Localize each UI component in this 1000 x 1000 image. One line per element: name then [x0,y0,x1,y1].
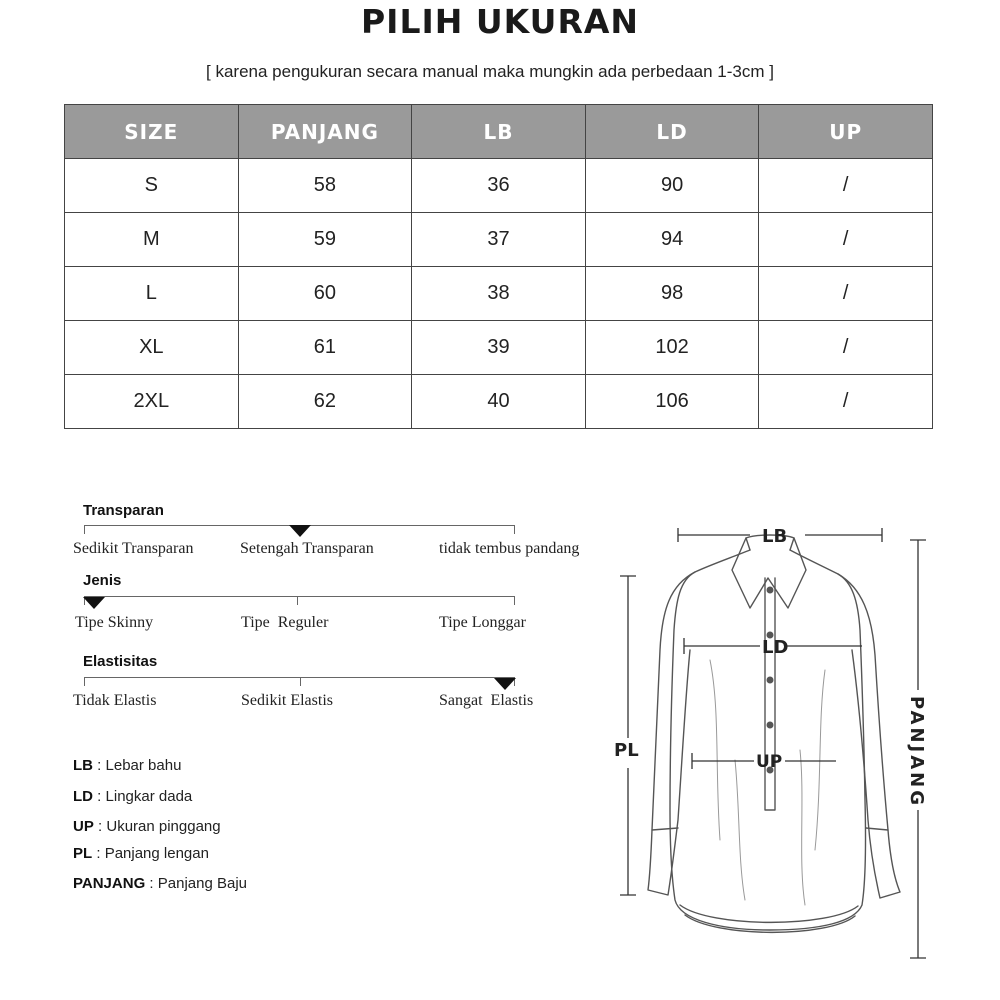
ld-label: LD [762,637,789,658]
legend-item-pl: PL : Panjang lengan [73,845,209,862]
scale-label-sangat-elastis: Sangat Elastis [439,692,534,709]
cell-size: M [65,213,239,267]
cell-size: 2XL [65,375,239,429]
shirt-fold-lines [710,660,825,905]
scale-line-jenis [84,596,515,597]
cell-size: XL [65,321,239,375]
scale-tick [514,525,515,534]
cell-ld: 106 [585,375,759,429]
cell-ld: 94 [585,213,759,267]
cell-up: / [759,159,933,213]
scale-tick [84,525,85,534]
cell-up: / [759,375,933,429]
cell-lb: 37 [412,213,586,267]
shirt-hem [680,905,858,922]
legend-item-up: UP : Ukuran pinggang [73,818,221,835]
scale-label-tipe-reguler: Tipe Reguler [241,614,329,631]
scale-title-transparan: Transparan [83,502,164,519]
scale-label-setengah-transparan: Setengah Transparan [240,540,374,557]
scale-tick [297,596,298,605]
cell-panjang: 58 [238,159,412,213]
scale-label-tidak-elastis: Tidak Elastis [73,692,157,709]
scale-title-elastisitas: Elastisitas [83,653,158,670]
scale-label-tidak-tembus: tidak tembus pandang [439,540,580,557]
table-row [65,213,933,267]
shirt-body-outline [670,550,866,930]
header-up: UP [759,105,933,159]
header-ld: LD [585,105,759,159]
cell-ld: 90 [585,159,759,213]
cell-lb: 40 [412,375,586,429]
scale-label-tipe-skinny: Tipe Skinny [75,614,154,631]
shirt-button [767,722,774,729]
cell-panjang: 59 [238,213,412,267]
scale-tick [300,677,301,686]
shirt-button [767,677,774,684]
legend-item-lb: LB : Lebar bahu [73,757,182,774]
shirt-button [767,587,774,594]
table-row [65,159,933,213]
scale-label-tipe-longgar: Tipe Longgar [439,614,526,631]
page-title: PILIH UKURAN [360,2,640,41]
scale-label-sedikit-transparan: Sedikit Transparan [73,540,194,557]
pl-label: PL [614,740,639,761]
shirt-sleeve-right [838,574,900,898]
shirt-diagram [600,510,940,970]
scale-marker-transparan [289,525,311,537]
table-row [65,267,933,321]
cell-panjang: 60 [238,267,412,321]
cell-size: L [65,267,239,321]
cell-panjang: 61 [238,321,412,375]
cell-lb: 36 [412,159,586,213]
lb-label: LB [762,526,788,547]
header-lb: LB [412,105,586,159]
header-size: SIZE [65,105,239,159]
shirt-placket [765,578,775,810]
legend-item-panjang: PANJANG : Panjang Baju [73,875,247,892]
scale-tick [514,596,515,605]
cell-up: / [759,213,933,267]
cell-size: S [65,159,239,213]
scale-label-sedikit-elastis: Sedikit Elastis [241,692,333,709]
header-panjang: PANJANG [238,105,412,159]
cell-lb: 39 [412,321,586,375]
scale-tick [84,677,85,686]
cell-up: / [759,267,933,321]
scale-marker-elastisitas [494,678,516,690]
legend-item-ld: LD : Lingkar dada [73,788,193,805]
scale-marker-jenis [83,597,105,609]
scale-title-jenis: Jenis [83,572,122,589]
size-table-header [65,105,933,159]
cell-lb: 38 [412,267,586,321]
measurement-note: [ karena pengukuran secara manual maka mungkin ada perbedaan 1-3cm ] [206,62,774,81]
size-table [64,104,933,429]
pl-measure-line [620,576,636,895]
cell-ld: 102 [585,321,759,375]
cell-up: / [759,321,933,375]
panjang-label: PANJANG [906,696,927,809]
up-label: UP [756,752,783,772]
shirt-cuff-left [652,828,678,830]
cell-panjang: 62 [238,375,412,429]
table-row [65,321,933,375]
cell-ld: 98 [585,267,759,321]
table-row [65,375,933,429]
shirt-collar [732,538,806,608]
